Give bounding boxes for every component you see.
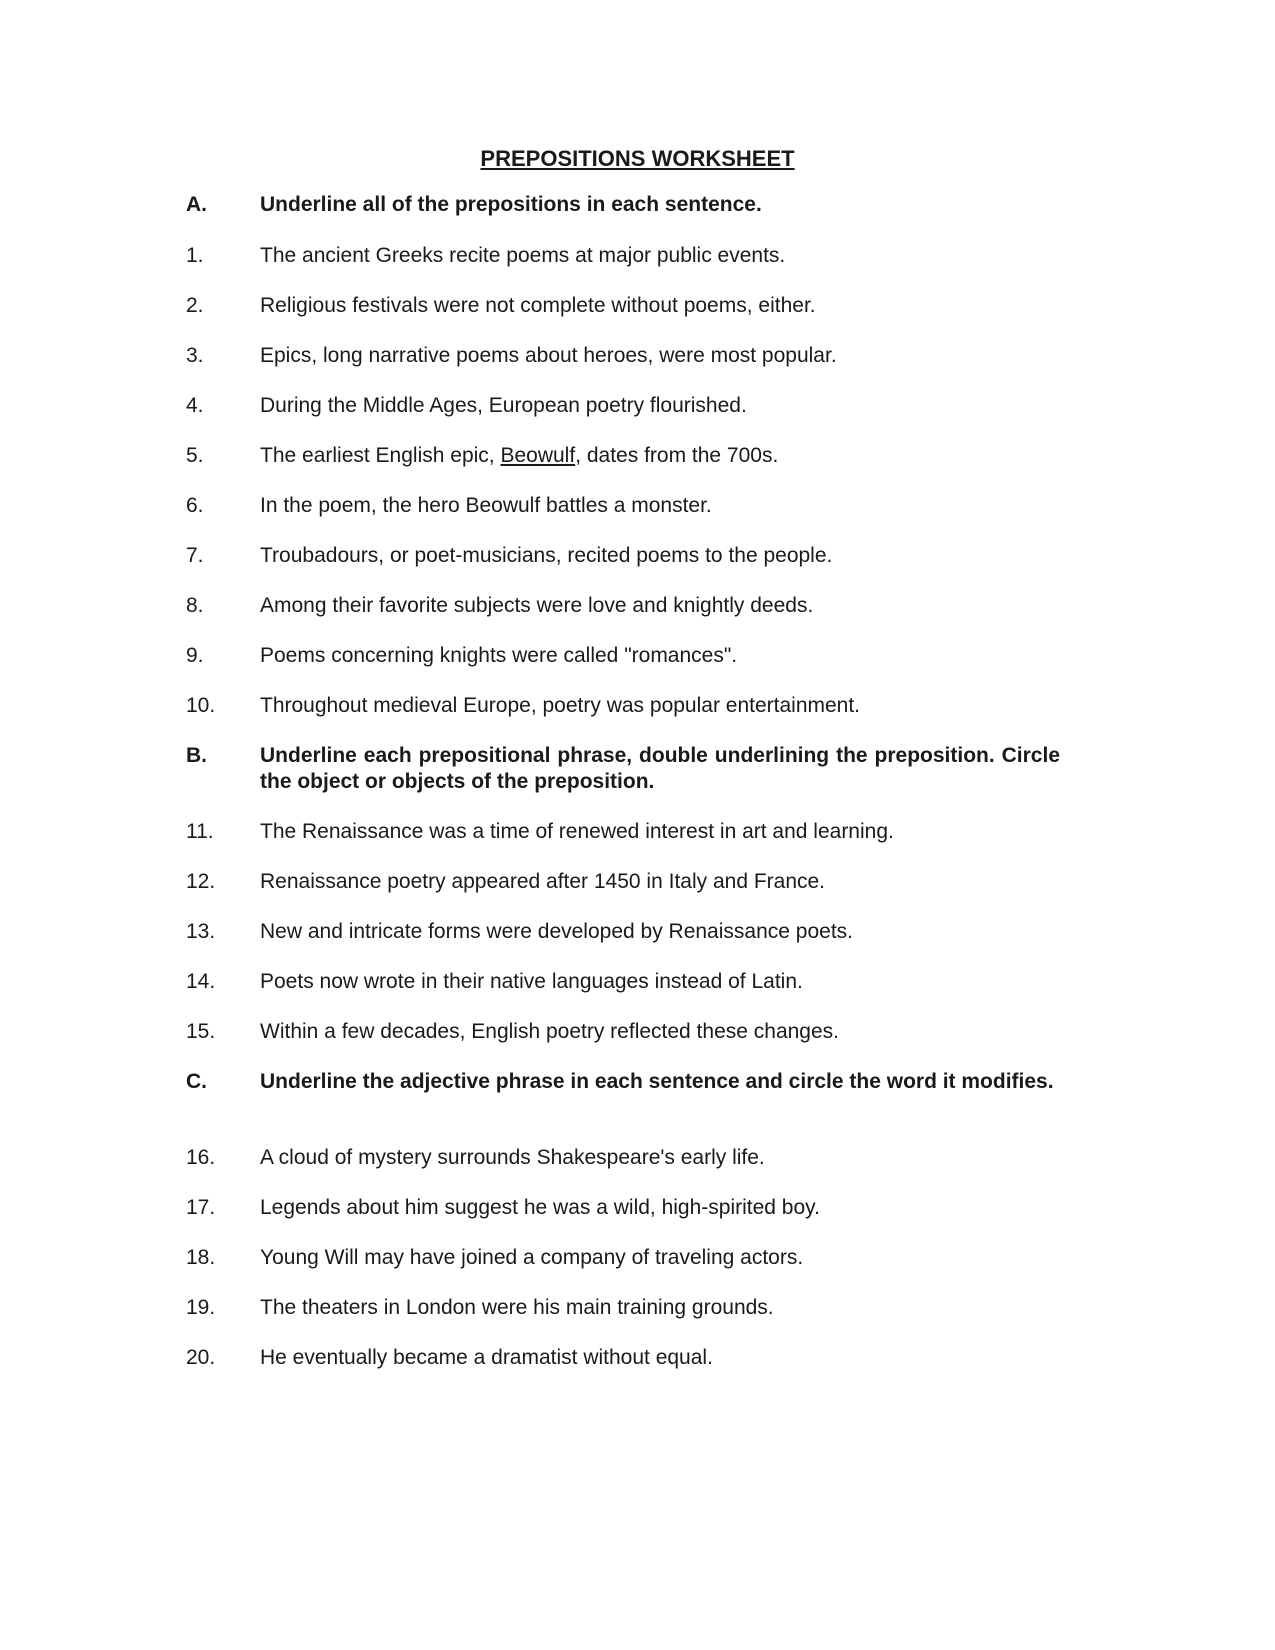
question-number: 6. <box>186 494 204 517</box>
question-text: Young Will may have joined a company of traveling actors. <box>260 1246 804 1269</box>
question-item <box>0 1145 1275 1171</box>
question-number: 13. <box>186 920 216 943</box>
section-label: B. <box>186 744 207 767</box>
section-label: C. <box>186 1070 207 1093</box>
question-text: In the poem, the hero Beowulf battles a monster. <box>260 494 712 517</box>
question-number: 18. <box>186 1246 216 1269</box>
question-number: 17. <box>186 1196 216 1219</box>
question-number: 2. <box>186 294 204 317</box>
question-text <box>260 443 1080 469</box>
question-number: 16. <box>186 1146 216 1169</box>
section-c-heading <box>0 1069 1275 1095</box>
question-number: 12. <box>186 870 216 893</box>
question-text: Epics, long narrative poems about heroes, were most popular. <box>260 344 837 367</box>
section-a-heading <box>0 192 1275 218</box>
question-item <box>0 593 1275 619</box>
question-text: He eventually became a dramatist without equal. <box>260 1346 713 1369</box>
question-number: 5. <box>186 444 204 467</box>
question-item <box>0 919 1275 945</box>
question-number: 11. <box>186 820 214 843</box>
question-number: 10. <box>186 694 216 717</box>
section-label: A. <box>186 193 207 216</box>
question-text: Troubadours, or poet-musicians, recited poems to the people. <box>260 544 833 567</box>
question-text: New and intricate forms were developed by Renaissance poets. <box>260 920 853 943</box>
question-number: 8. <box>186 594 204 617</box>
question-number: 1. <box>186 244 204 267</box>
question-text: Within a few decades, English poetry reflected these changes. <box>260 1020 839 1043</box>
question-number: 9. <box>186 644 204 667</box>
question-item <box>0 343 1275 369</box>
question-text: Legends about him suggest he was a wild, high-spirited boy. <box>260 1196 820 1219</box>
question-item <box>0 393 1275 419</box>
question-text: The ancient Greeks recite poems at major public events. <box>260 244 786 267</box>
question-item <box>0 293 1275 319</box>
question-item <box>0 693 1275 719</box>
question-item <box>0 1019 1275 1045</box>
question-number: 19. <box>186 1296 216 1319</box>
question-item <box>0 443 1275 469</box>
page-title: PREPOSITIONS WORKSHEET <box>480 146 795 171</box>
question-item <box>0 869 1275 895</box>
question-number: 3. <box>186 344 204 367</box>
section-b-heading <box>0 743 1275 793</box>
question-number: 14. <box>186 970 216 993</box>
question-item <box>0 1345 1275 1371</box>
question-item <box>0 643 1275 669</box>
question-text: A cloud of mystery surrounds Shakespeare's early life. <box>260 1146 765 1169</box>
question-text: Poets now wrote in their native languages instead of Latin. <box>260 970 803 993</box>
section-instruction: Underline all of the prepositions in each sentence. <box>260 193 762 216</box>
section-instruction: Underline the adjective phrase in each sentence and circle the word it modifies. <box>260 1070 1054 1093</box>
section-instruction: Underline each prepositional phrase, double underlining the preposition. Circle the object or objects of the preposition. <box>260 744 1060 793</box>
question-item <box>0 493 1275 519</box>
question-text: Poems concerning knights were called "romances". <box>260 644 738 667</box>
question-text: Among their favorite subjects were love and knightly deeds. <box>260 594 814 617</box>
question-text: Religious festivals were not complete without poems, either. <box>260 294 816 317</box>
work-title: Beowulf <box>500 444 576 467</box>
question-item <box>0 543 1275 569</box>
question-item <box>0 1295 1275 1321</box>
question-number: 15. <box>186 1020 216 1043</box>
question-item <box>0 1245 1275 1271</box>
question-number: 20. <box>186 1346 216 1369</box>
question-item <box>0 243 1275 269</box>
question-text: The Renaissance was a time of renewed interest in art and learning. <box>260 820 894 843</box>
question-number: 7. <box>186 544 204 567</box>
text-after-title: , dates from the 700s. <box>575 444 779 467</box>
question-item <box>0 819 1275 845</box>
question-text: Throughout medieval Europe, poetry was popular entertainment. <box>260 694 861 717</box>
question-item <box>0 969 1275 995</box>
question-item <box>0 1195 1275 1221</box>
text-before-title: The earliest English epic, <box>260 444 501 467</box>
question-number: 4. <box>186 394 204 417</box>
question-text: Renaissance poetry appeared after 1450 in Italy and France. <box>260 870 826 893</box>
question-text: During the Middle Ages, European poetry flourished. <box>260 394 747 417</box>
question-text: The theaters in London were his main training grounds. <box>260 1296 774 1319</box>
